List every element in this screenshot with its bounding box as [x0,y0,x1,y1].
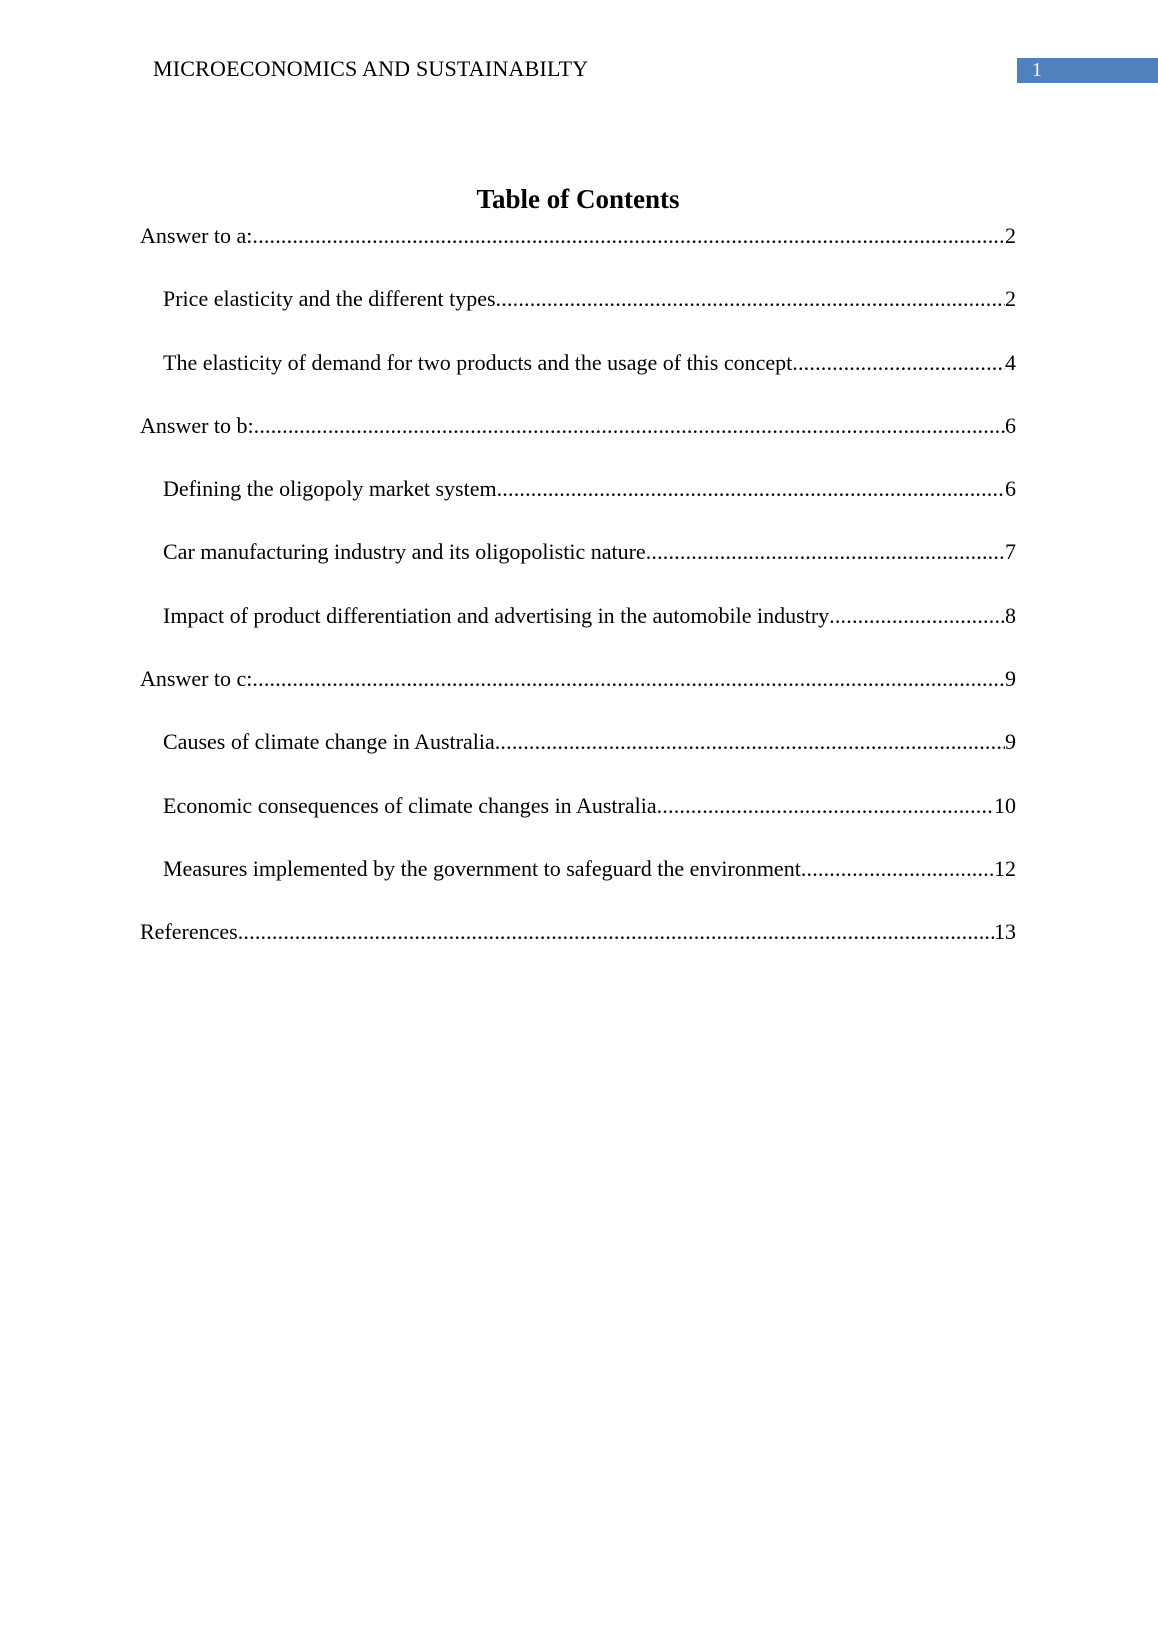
toc-entry-page: 13 [994,919,1016,945]
toc-entry-answer-a[interactable] [140,218,1016,281]
page-number-box [1017,58,1158,83]
toc-entry-page: 6 [1005,476,1016,502]
toc-entry-text: The elasticity of demand for two products and the usage of this concept [163,349,793,375]
toc-entry-text: Answer to a: [140,223,253,248]
toc-entry-text: Defining the oligopoly market system [163,476,497,502]
running-header-title: MICROECONOMICS AND SUSTAINABILTY [153,56,589,81]
toc-dot-leader [657,788,994,824]
toc-entry-text: Impact of product differentiation and advertising in the automobile industry [163,602,830,628]
toc-entry-page: 7 [1005,539,1016,565]
toc-dot-leader [497,471,1005,507]
toc-entry-page: 4 [1005,349,1016,375]
toc-entry-text: References [140,919,238,945]
toc-entry-page: 6 [1005,412,1016,438]
toc-entry-page: 2 [1005,286,1016,312]
toc-entry-government-measures[interactable] [140,851,1016,914]
toc-dot-leader [254,408,1005,444]
toc-dot-leader [801,851,994,887]
toc-dot-leader [238,914,994,950]
toc-entry-page: 8 [1005,602,1016,628]
toc-entry-car-manufacturing[interactable] [140,534,1016,597]
toc-entry-page: 10 [994,792,1016,818]
toc-entry-climate-causes[interactable] [140,724,1016,787]
toc-entry-text: Price elasticity and the different types [163,286,496,312]
toc-entry-price-elasticity[interactable] [140,281,1016,344]
toc-entry-text: Measures implemented by the government to safeguard the environment [163,855,801,881]
toc-entry-product-differentiation[interactable] [140,598,1016,661]
toc-entry-elasticity-two-products[interactable] [140,345,1016,408]
toc-entry-economic-consequences[interactable] [140,788,1016,851]
page-number: 1 [1032,59,1042,81]
toc-entry-text: Answer to b: [140,412,254,438]
toc-dot-leader [252,661,1005,697]
toc-dot-leader [829,598,1005,634]
table-of-contents [140,218,1016,978]
toc-entry-page: 2 [1005,223,1016,248]
toc-entry-oligopoly-market[interactable] [140,471,1016,534]
toc-dot-leader [496,281,1005,317]
toc-entry-answer-c[interactable] [140,661,1016,724]
toc-entry-text: Causes of climate change in Australia [163,729,495,755]
toc-entry-references[interactable] [140,914,1016,977]
toc-entry-text: Economic consequences of climate changes in Australia [163,792,657,818]
toc-dot-leader [646,534,1005,570]
toc-dot-leader [792,345,1005,381]
toc-entry-page: 9 [1005,729,1016,755]
toc-heading: Table of Contents [476,184,680,214]
toc-entry-text: Answer to c: [140,666,253,692]
toc-entry-page: 12 [994,855,1016,881]
toc-entry-answer-b[interactable] [140,408,1016,471]
toc-entry-page: 9 [1005,666,1016,692]
toc-dot-leader [495,724,1005,760]
toc-entry-text: Car manufacturing industry and its oligopolistic nature [163,539,646,565]
toc-dot-leader [252,218,1005,254]
